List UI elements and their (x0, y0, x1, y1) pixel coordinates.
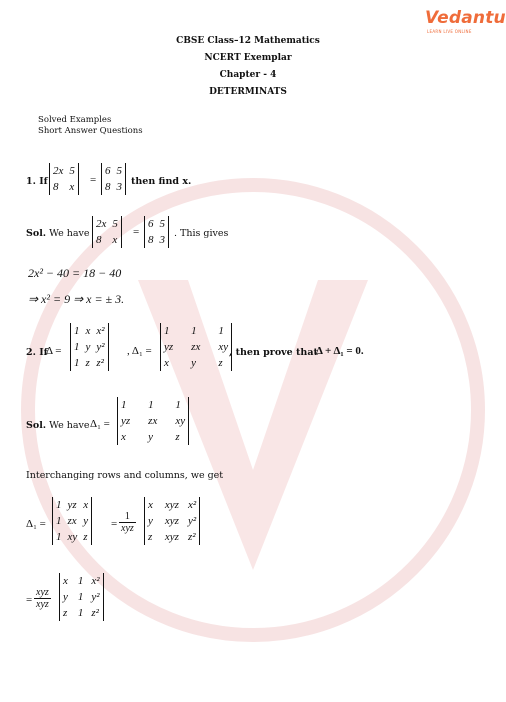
cell: 1 (175, 399, 181, 411)
cell: 1 (74, 357, 80, 369)
cell: xy (67, 531, 78, 543)
fraction-numerator: xyz (36, 587, 49, 598)
cell: 1 (148, 399, 154, 411)
cell: 1 (164, 325, 170, 337)
cell: xy (175, 415, 186, 427)
step-equals: = (111, 518, 118, 530)
cell: z (85, 357, 90, 369)
sol2-intro (26, 420, 90, 431)
cell: 3 (159, 234, 165, 246)
cell: y² (91, 591, 100, 603)
cell: 1 (191, 325, 197, 337)
step-determinant-c (52, 497, 92, 545)
cell: 8 (105, 181, 111, 193)
q2-determinant-a (70, 323, 109, 371)
step2-fraction (34, 587, 51, 610)
logo-wordmark: Vedantu (425, 8, 506, 28)
cell: xyz (164, 499, 179, 511)
cell: 5 (116, 165, 122, 177)
cell: x (83, 499, 89, 511)
cell: y² (96, 341, 105, 353)
fraction-denominator: xyz (36, 599, 49, 610)
sol-label: Sol. (26, 420, 47, 431)
sol1-equals: = (133, 226, 140, 238)
cell: xy (218, 341, 229, 353)
cell: x² (96, 325, 105, 337)
q2-determinant-b (160, 323, 232, 371)
cell: 1 (74, 341, 80, 353)
cell: x (69, 181, 75, 193)
cell: x (121, 431, 126, 443)
cell: 1 (77, 575, 84, 587)
sol1-determinant-b (144, 216, 169, 248)
cell: 3 (116, 181, 122, 193)
cell: zx (148, 415, 158, 427)
cell: 2x (96, 218, 107, 230)
cell: y (148, 431, 154, 443)
cell: yz (164, 341, 174, 353)
sol2-delta1: Δ₁ = (90, 418, 110, 430)
header-topic: DETERMINATS (209, 87, 287, 97)
cell: x (148, 499, 153, 511)
cell: xyz (164, 531, 179, 543)
cell: 1 (56, 531, 62, 543)
cell: 1 (77, 607, 84, 619)
cell: 5 (159, 218, 165, 230)
cell: zx (191, 341, 201, 353)
cell: yz (67, 499, 77, 511)
q1-equals: = (90, 174, 97, 186)
step-determinant-d (144, 497, 200, 545)
cell: 1 (56, 515, 62, 527)
logo-tagline: LEARN LIVE ONLINE (427, 29, 472, 34)
q1-prefix: 1. If (26, 176, 48, 187)
q2-delta1: , Δ₁ = (127, 345, 152, 357)
cell: x (112, 234, 118, 246)
cell: y (148, 515, 153, 527)
cell: 2x (53, 165, 64, 177)
sol2-determinant (117, 397, 189, 445)
q2-claim: Δ + Δ₁ = 0. (316, 345, 364, 357)
q1-suffix: then find x. (131, 176, 192, 187)
cell: y (85, 341, 91, 353)
cell: 6 (148, 218, 154, 230)
step-delta1: Δ₁ = (26, 518, 46, 530)
header-subject: CBSE Class–12 Mathematics (176, 36, 320, 46)
cell: z² (96, 357, 104, 369)
q1-determinant-b (101, 163, 126, 195)
cell: y² (187, 515, 197, 527)
cell: 1 (74, 325, 80, 337)
short-answer-label: Short Answer Questions (38, 126, 143, 136)
interchange-text: Interchanging rows and columns, we get (26, 470, 224, 481)
cell: x (164, 357, 169, 369)
cell: 1 (218, 325, 224, 337)
cell: z (83, 531, 88, 543)
q1-determinant-a (49, 163, 79, 195)
cell: z (175, 431, 180, 443)
cell: y (83, 515, 89, 527)
solved-examples-label: Solved Examples (38, 115, 112, 125)
cell: 1 (121, 399, 127, 411)
cell: z (148, 531, 153, 543)
header-chapter: Chapter - 4 (219, 70, 277, 80)
cell: zx (67, 515, 77, 527)
cell: 5 (69, 165, 75, 177)
cell: 1 (56, 499, 62, 511)
sol1-intro (26, 228, 90, 239)
header-book: NCERT Exemplar (204, 53, 292, 63)
cell: x (63, 575, 68, 587)
step2-equals: = (26, 594, 33, 606)
cell: 8 (148, 234, 154, 246)
sol1-determinant-a (92, 216, 122, 248)
step-fraction (119, 511, 136, 534)
cell: xyz (164, 515, 179, 527)
sol-text: We have (46, 420, 90, 431)
sol1-equation-2: ⇒ x² = 9 ⇒ x = ± 3. (28, 292, 125, 306)
cell: 8 (53, 181, 59, 193)
sol1-equation-1: 2x² − 40 = 18 − 40 (28, 266, 122, 280)
cell: z² (91, 607, 99, 619)
cell: 8 (96, 234, 102, 246)
cell: 6 (105, 165, 111, 177)
fraction-numerator: 1 (119, 511, 136, 523)
cell: 1 (77, 591, 84, 603)
cell: x² (187, 499, 197, 511)
cell: y (63, 591, 68, 603)
step2-determinant-e (59, 573, 104, 621)
q2-suffix: , then prove that (229, 347, 318, 358)
sol1-after: . This gives (174, 228, 229, 239)
q2-delta: Δ = (46, 345, 62, 357)
sol-label: Sol. (26, 228, 47, 239)
cell: 5 (112, 218, 118, 230)
q2-prefix: 2. If (26, 347, 48, 358)
fraction-denominator: xyz (121, 523, 134, 534)
cell: z (63, 607, 68, 619)
cell: yz (121, 415, 131, 427)
sol-text: We have (46, 228, 90, 239)
cell: x (85, 325, 91, 337)
cell: y (191, 357, 197, 369)
cell: x² (91, 575, 100, 587)
cell: z² (187, 531, 196, 543)
cell: z (218, 357, 223, 369)
